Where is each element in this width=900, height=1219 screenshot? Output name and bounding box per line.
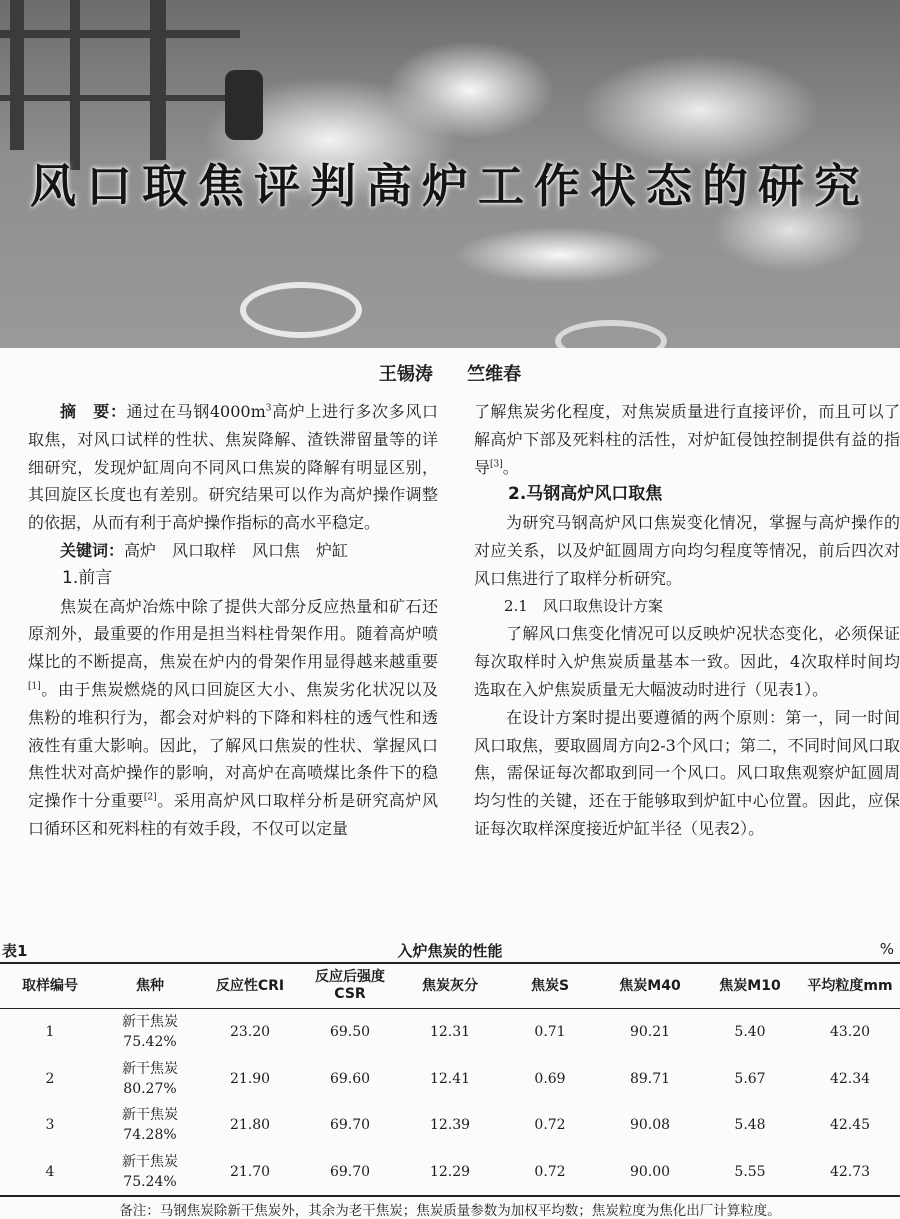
right-column — [474, 398, 900, 843]
author-name: 王锡涛 — [378, 364, 433, 385]
paragraph — [474, 398, 900, 481]
superscript: 3 — [265, 403, 272, 414]
page-title: 风口取焦评判高炉工作状态的研究 — [30, 159, 870, 213]
table-cell-no: 3 — [45, 1117, 55, 1134]
table-cell-size: 42.34 — [829, 1070, 871, 1087]
keywords-items: 高炉 风口取样 风口焦 炉缸 — [124, 540, 349, 560]
table-cell-s: 0.72 — [500, 1149, 600, 1197]
paragraph: 为研究马钢高炉风口焦炭变化情况，掌握与高炉操作的对应关系，以及炉缸圆周方向均匀程度等情况，前后四次对风口焦进行了取样分析研究。 — [474, 513, 900, 588]
table-body — [0, 1009, 900, 1197]
column-header: 焦炭灰分 — [422, 977, 478, 994]
table-cell-size: 42.45 — [829, 1117, 871, 1134]
table-cell-no: 4 — [0, 1149, 100, 1197]
table-cell-m40: 90.21 — [629, 1024, 671, 1041]
table-cell-m10: 5.55 — [700, 1149, 800, 1197]
table-row — [0, 1102, 900, 1149]
table-label: 表1 — [2, 942, 28, 960]
paragraph: 了解风口焦变化情况可以反映炉况状态变化，必须保证每次取样时入炉焦炭质量基本一致。因此，4次取样时间均选取在入炉焦炭质量无大幅波动时进行（见表1）。 — [474, 624, 900, 699]
table-cell-kind — [100, 1009, 200, 1056]
table-cell-m10: 5.40 — [734, 1024, 766, 1041]
table-cell-size: 42.73 — [800, 1149, 900, 1197]
column-header: 平均粒度mm — [807, 977, 893, 994]
coke-type: 新干焦炭 — [122, 1153, 178, 1170]
data-table — [0, 962, 900, 1197]
table-cell-m40: 90.08 — [629, 1117, 671, 1134]
table-cell-cri: 21.70 — [200, 1149, 300, 1197]
section-heading: 2.马钢高炉风口取焦 — [508, 484, 663, 505]
citation: [1] — [28, 681, 41, 692]
column-header: 反应后强度CSR — [315, 969, 385, 1002]
table-cell-ash: 12.29 — [400, 1149, 500, 1197]
text: 。 — [502, 457, 519, 477]
column-header: 焦种 — [136, 977, 164, 994]
column-header: 取样编号 — [22, 977, 78, 994]
abstract-text: 通过在马钢4000m — [126, 402, 266, 421]
abstract-text: 高炉上进行多次多风口取焦，对风口试样的性状、焦炭降解、渣铁滞留量等的详细研究，发现炉缸周向不同风口焦炭的降解有明显区别，其回旋区长度也有差别。研究结果可以作为高炉操作调整的依据，从而有利于高炉操作指标的高水平稳定。 — [28, 402, 438, 533]
table-row — [0, 1149, 900, 1197]
table-cell-cri: 23.20 — [229, 1024, 271, 1041]
table-cell-cri: 21.90 — [229, 1070, 271, 1087]
table-cell-kind — [100, 1149, 200, 1197]
table-cell-no: 1 — [45, 1024, 55, 1041]
keywords — [28, 537, 438, 565]
table-cell-kind — [100, 1056, 200, 1103]
table-note: 备注：马钢焦炭除新干焦炭外，其余为老干焦炭；焦炭质量参数为加权平均数；焦炭粒度为焦化出厂计算粒度。 — [119, 1203, 781, 1219]
text: 。采用高炉风口取样分析是研究高炉风口循环区和死料柱的有效手段，不仅可以定量 — [28, 791, 438, 838]
table-caption — [0, 938, 900, 962]
table-cell-csr: 69.50 — [329, 1024, 371, 1041]
coke-type: 新干焦炭 — [122, 1107, 178, 1124]
keywords-label: 关键词： — [60, 540, 125, 560]
table-cell-csr: 69.70 — [300, 1149, 400, 1197]
table-cell-cri: 21.80 — [229, 1117, 271, 1134]
table-title: 入炉焦炭的性能 — [397, 942, 503, 960]
citation: [3] — [490, 459, 503, 470]
table-cell-size: 43.20 — [829, 1024, 871, 1041]
table-unit: % — [879, 940, 894, 958]
author-name: 竺维春 — [467, 364, 522, 385]
table-cell-ash: 12.31 — [429, 1024, 471, 1041]
table-row — [0, 1056, 900, 1103]
table-cell-m40: 89.71 — [629, 1070, 671, 1087]
column-header: 焦炭S — [530, 977, 570, 994]
header-photo — [0, 0, 900, 348]
authors — [0, 360, 900, 386]
table-row — [0, 1009, 900, 1056]
coke-ratio: 75.42% — [123, 1034, 177, 1051]
text: 焦炭在高炉冶炼中除了提供大部分反应热量和矿石还原剂外，最重要的作用是担当料柱骨架作用。随着高炉喷煤比的不断提高，焦炭在炉内的骨架作用显得越来越重要 — [28, 596, 438, 672]
column-header: 焦炭M10 — [719, 977, 781, 994]
paragraph: 在设计方案时提出要遵循的两个原则：第一，同一时间风口取焦，要取圆周方向2-3个风口；第二，不同时间风口取焦，需保证每次都取到同一个风口。风口取焦观察炉缸圆周均匀性的关键，还在于能够取到炉缸中心位置。因此，应保证每次取样深度接近炉缸半径（见表2）。 — [474, 707, 900, 838]
table-cell-ash: 12.41 — [429, 1070, 471, 1087]
column-header: 焦炭M40 — [619, 977, 681, 994]
table-cell-csr: 69.60 — [329, 1070, 371, 1087]
abstract — [28, 398, 438, 537]
coke-ratio: 75.24% — [123, 1173, 177, 1190]
table-cell-m10: 5.67 — [734, 1070, 766, 1087]
table-cell-s: 0.69 — [534, 1070, 566, 1087]
citation: [2] — [143, 792, 157, 803]
column-header: 反应性CRI — [215, 977, 285, 994]
table-cell-kind — [100, 1102, 200, 1149]
table-cell-m10: 5.48 — [734, 1117, 766, 1134]
coke-type: 新干焦炭 — [122, 1014, 178, 1031]
subsection-heading: 2.1 风口取焦设计方案 — [504, 596, 663, 615]
table-cell-no: 2 — [45, 1070, 55, 1087]
text: 了解焦炭劣化程度，对焦炭质量进行直接评价，而且可以了解高炉下部及死料柱的活性，对炉缸侵蚀控制提供有益的指导 — [474, 402, 900, 477]
table-cell-s: 0.72 — [534, 1117, 566, 1134]
coke-ratio: 80.27% — [123, 1080, 177, 1097]
table-1 — [0, 938, 900, 1197]
coke-ratio: 74.28% — [123, 1127, 177, 1144]
abstract-label: 摘 要： — [60, 402, 127, 421]
paragraph — [28, 593, 438, 843]
table-cell-csr: 69.70 — [329, 1117, 371, 1134]
coke-type: 新干焦炭 — [122, 1060, 178, 1077]
text: 。由于焦炭燃烧的风口回旋区大小、焦炭劣化状况以及焦粉的堆积行为，都会对炉料的下降和料柱的透气性和透液性有重大影响。因此，了解风口焦炭的性状、掌握风口焦性状对高炉操作的影响，对高炉在高喷煤比条件下的稳定操作十分重要 — [28, 679, 438, 811]
section-heading: 1.前言 — [62, 567, 113, 588]
table-cell-m40: 90.00 — [600, 1149, 700, 1197]
table-cell-ash: 12.39 — [429, 1117, 471, 1134]
table-header-row — [0, 963, 900, 1009]
left-column — [28, 398, 438, 843]
table-cell-s: 0.71 — [534, 1024, 566, 1041]
